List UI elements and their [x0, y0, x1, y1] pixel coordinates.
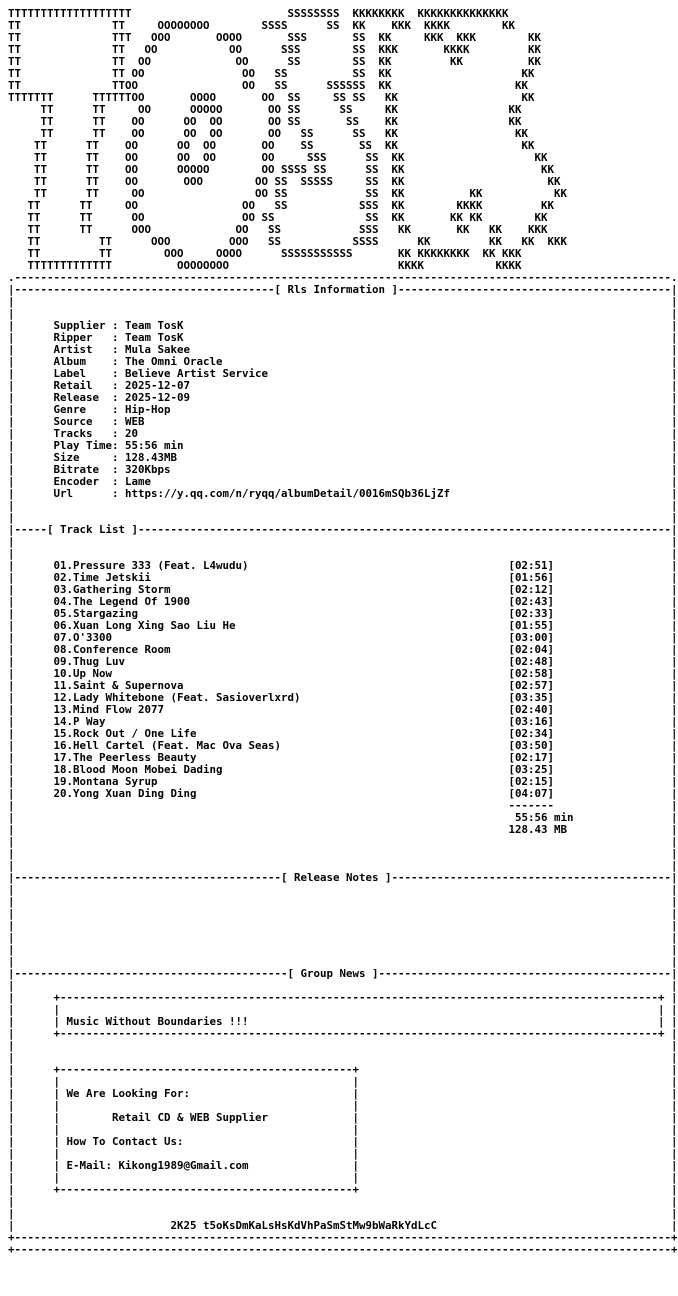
info-row: Encoder : Lame: [53, 475, 152, 488]
logo-line: TT TT OO OOOOO OO SS SS KK KK: [8, 103, 522, 116]
logo-line: TT TT OO OOO OO SS SSSSS SS KK KK: [8, 175, 561, 188]
group-news-header: [ Group News ]: [287, 967, 379, 980]
info-row: Release : 2025-12-09: [53, 391, 191, 404]
motto-box-bottom: +--------------------------------------------------------------------------------------------+: [53, 1027, 665, 1040]
logo-line: TT TT OO OO OO OO SS SS KK KK: [8, 115, 522, 128]
logo-line: TT TT OO OO SS SS KK KK KK: [8, 55, 542, 68]
logo-line: TT TT OOO OOOO SSSSSSSSSSS KK KKKKKKKK KK KKK: [8, 247, 522, 260]
logo-line: TT TT OOO OOO SS SSSS KK KK KK KKK: [8, 235, 568, 248]
motto-line: | Music Without Boundaries !!! |: [53, 1015, 665, 1028]
total-size: 128.43 MB: [53, 823, 568, 836]
info-row: Url : https://y.qq.com/n/ryqq/albumDetail/0016mSQb36LjZf: [53, 487, 451, 500]
track-row: 16.Hell Cartel (Feat. Mac Ova Seas) [03:50]: [53, 739, 555, 752]
track-row: 10.Up Now [02:58]: [53, 667, 555, 680]
info-row: Size : 128.43MB: [53, 451, 178, 464]
info-row: Play Time: 55:56 min: [53, 439, 184, 452]
logo-line: TT TT OO OO SS SS KK KK: [8, 67, 535, 80]
looking-value: | Retail CD & WEB Supplier |: [53, 1111, 360, 1124]
track-row: 08.Conference Room [02:04]: [53, 643, 555, 656]
track-row: 05.Stargazing [02:33]: [53, 607, 555, 620]
email-line: | E-Mail: Kikong1989@Gmail.com |: [53, 1159, 360, 1172]
contact-box-top: +---------------------------------------------+: [53, 1063, 360, 1076]
logo-line: TT TT OOOOOOOO SSSS SS KK KKK KKKK KK: [8, 19, 516, 32]
logo-line: TT TT OO OO OO OO SS SS KK KK: [8, 139, 535, 152]
logo-line: TTTTTTTTTTTTT OOOOOOOO KKKK KKKK: [8, 259, 522, 272]
motto-box-pad: | |: [53, 1003, 665, 1016]
track-row: 01.Pressure 333 (Feat. L4wudu) [02:51]: [53, 559, 555, 572]
info-row: Bitrate : 320Kbps: [53, 463, 171, 476]
release-notes-header: [ Release Notes ]: [281, 871, 392, 884]
looking-label: | We Are Looking For: |: [53, 1087, 360, 1100]
track-row: 07.O'3300 [03:00]: [53, 631, 555, 644]
info-row: Ripper : Team TosK: [53, 331, 184, 344]
logo-line: TT TT OO OO SSS SS KKK KKKK KK: [8, 43, 542, 56]
track-row: 06.Xuan Long Xing Sao Liu He [01:55]: [53, 619, 555, 632]
contact-box-pad: | |: [53, 1075, 360, 1088]
track-row: 17.The Peerless Beauty [02:17]: [53, 751, 555, 764]
logo-line: TT TT OO OO OO OO SS SS KK KK: [8, 127, 529, 140]
logo-line: TT TT OO OO SS SSS KK KKKK KK: [8, 199, 555, 212]
signature: 2K25 t5oKsDmKaLsHsKdVhPaSmStMw9bWaRkYdLcC: [170, 1219, 438, 1232]
track-row: 19.Montana Syrup [02:15]: [53, 775, 555, 788]
info-row: Genre : Hip-Hop: [53, 403, 171, 416]
track-row: 04.The Legend Of 1900 [02:43]: [53, 595, 555, 608]
logo-line: TT TT OO OOOOO OO SSSS SS SS KK KK: [8, 163, 555, 176]
track-row: 13.Mind Flow 2077 [02:40]: [53, 703, 555, 716]
track-row: 18.Blood Moon Mobei Dading [03:25]: [53, 763, 555, 776]
info-row: Supplier : Team TosK: [53, 319, 184, 332]
logo-line: TT TT OOO OO SS SSS KK KK KK KKK: [8, 223, 548, 236]
track-list-header: [ Track List ]: [47, 523, 139, 536]
track-row: 02.Time Jetskii [01:56]: [53, 571, 555, 584]
info-row: Artist : Mula Sakee: [53, 343, 191, 356]
track-divider: -------: [53, 799, 555, 812]
logo-line: TT TT OO OO SS SS KK KK KK: [8, 187, 568, 200]
logo-line: TT TT OO OO SS SS KK KK KK KK: [8, 211, 548, 224]
logo-line: TTTTTTTTTTTTTTTTTTT SSSSSSSS KKKKKKKK KKKKKKKKKKKKKK: [8, 7, 509, 20]
total-time: 55:56 min: [53, 811, 574, 824]
info-row: Tracks : 20: [53, 427, 139, 440]
track-row: 12.Lady Whitebone (Feat. Sasioverlxrd) [03:35]: [53, 691, 555, 704]
info-row: Source : WEB: [53, 415, 145, 428]
contact-label: | How To Contact Us: |: [53, 1135, 360, 1148]
info-row: Retail : 2025-12-07: [53, 379, 191, 392]
contact-box-pad: | |: [53, 1123, 360, 1136]
rls-info-header: [ Rls Information ]: [274, 283, 399, 296]
track-row: 03.Gathering Storm [02:12]: [53, 583, 555, 596]
motto-box-top: +--------------------------------------------------------------------------------------------+: [53, 991, 665, 1004]
contact-box-pad: | |: [53, 1171, 360, 1184]
track-row: 15.Rock Out / One Life [02:34]: [53, 727, 555, 740]
contact-box-bottom: +---------------------------------------------+: [53, 1183, 360, 1196]
info-row: Album : The Omni Oracle: [53, 355, 223, 368]
track-row: 20.Yong Xuan Ding Ding [04:07]: [53, 787, 555, 800]
contact-box-pad: | |: [53, 1147, 360, 1160]
track-row: 09.Thug Luv [02:48]: [53, 655, 555, 668]
nfo-text: TTTTTTTTTTTTTTTTTTT SSSSSSSS KKKKKKKK KKKKKKKKKKKKKK TT TT OOOOOOOO SSSS SS KK KKK KKKK KK TT TTT OOO OOOO SSS SS KK KKK KKK KK TT TT OO OO SSS SS KKK KKKK KK TT TT OO OO SS SS KK KK KK TT TT OO OO SS SS KK KK TT TTOO OO SS SSSSSS KK KK TTTTTTT TTTTTTOO OOOO OO SS SS SS KK KK TT TT OO OOOOO OO SS SS KK KK TT TT OO OO OO OO SS SS KK KK TT TT OO OO OO OO SS SS KK KK TT TT OO OO OO OO SS SS KK KK TT TT OO OO OO OO SSS SS KK KK TT TT OO OOOOO OO SSSS SS SS KK KK TT TT OO OOO OO SS SSSSS SS KK KK TT TT OO OO SS SS KK KK KK TT TT OO OO SS SSS KK KKKK KK TT TT OO OO SS SS KK KK KK KK TT TT OOO OO SS SSS KK KK KK KKK TT TT OOO OOO SS SSSS KK KK KK KKK TT TT OOO OOOO SSSSSSSSSSS KK KKKKKKKK KK KKK TTTTTTTTTTTTT OOOOOOOO KKKK KKKK .-----------------------------------------------------------------------------------------------------. |----------------------------------------[ Rls Information ]------------------------------------------| | | | | | Supplier : Team TosK | | Ripper : Team TosK | | Artist : Mula Sakee | | Album : The Omni Oracle | | Label : Believe Artist Service | | Retail : 2025-12-07 | | Release : 2025-12-09 | | Genre : Hip-Hop | | Source : WEB | | Tracks : 20 | | Play Time: 55:56 min | | Size : 128.43MB | | Bitrate : 320Kbps | | Encoder : Lame | | Url : https://y.qq.com/n/ryqq/albumDetail/0016mSQb36LjZf | | | | | |-----[ Track List ]----------------------------------------------------------------------------------| | | | | | 01.Pressure 333 (Feat. L4wudu) [02:51] | | 02.Time Jetskii [01:56] | | 03.Gathering Storm [02:12] | | 04.The Legend Of 1900 [02:43] | | 05.Stargazing [02:33] | | 06.Xuan Long Xing Sao Liu He [01:55] | | 07.O'3300 [03:00] | | 08.Conference Room [02:04] | | 09.Thug Luv [02:48] | | 10.Up Now [02:58] | | 11.Saint & Supernova [02:57] | | 12.Lady Whitebone (Feat. Sasioverlxrd) [03:35] | | 13.Mind Flow 2077 [02:40] | | 14.P Way [03:16] | | 15.Rock Out / One Life [02:34] | | 16.Hell Cartel (Feat. Mac Ova Seas) [03:50] | | 17.The Peerless Beauty [02:17] | | 18.Blood Moon Mobei Dading [03:25] | | 19.Montana Syrup [02:15] | | 20.Yong Xuan Ding Ding [04:07] | | ------- | | 55:56 min | | 128.43 MB | | | | | | | |-----------------------------------------[ Release Notes ]-------------------------------------------| | | | | | | | | | | | | | | |------------------------------------------[ Group News ]---------------------------------------------| | | | +--------------------------------------------------------------------------------------------+ | | | | | | | Music Without Boundaries !!! | | | +--------------------------------------------------------------------------------------------+ | | | | | | +---------------------------------------------+ | | | | | | | We Are Looking For: | | | | | | | | Retail CD & WEB Supplier | | | | | | | | How To Contact Us: | | | | | | | | E-Mail: Kikong1989@Gmail.com | | | | | | | +---------------------------------------------+ | | | | | | 2K25 t5oKsDmKaLsHsKdVhPaSmStMw9bWaRkYdLcC | +-----------------------------------------------------------------------------------------------------+ +-----------------------------------------------------------------------------------------------------+: [8, 7, 678, 1256]
logo-line: TT TTOO OO SS SSSSSS KK KK: [8, 79, 529, 92]
logo-line: TTTTTTT TTTTTTOO OOOO OO SS SS SS KK KK: [8, 91, 535, 104]
track-row: 14.P Way [03:16]: [53, 715, 555, 728]
logo-line: TT TT OO OO OO OO SSS SS KK KK: [8, 151, 548, 164]
track-row: 11.Saint & Supernova [02:57]: [53, 679, 555, 692]
logo-line: TT TTT OOO OOOO SSS SS KK KKK KKK KK: [8, 31, 542, 44]
info-row: Label : Believe Artist Service: [53, 367, 269, 380]
contact-box-pad: | |: [53, 1099, 360, 1112]
